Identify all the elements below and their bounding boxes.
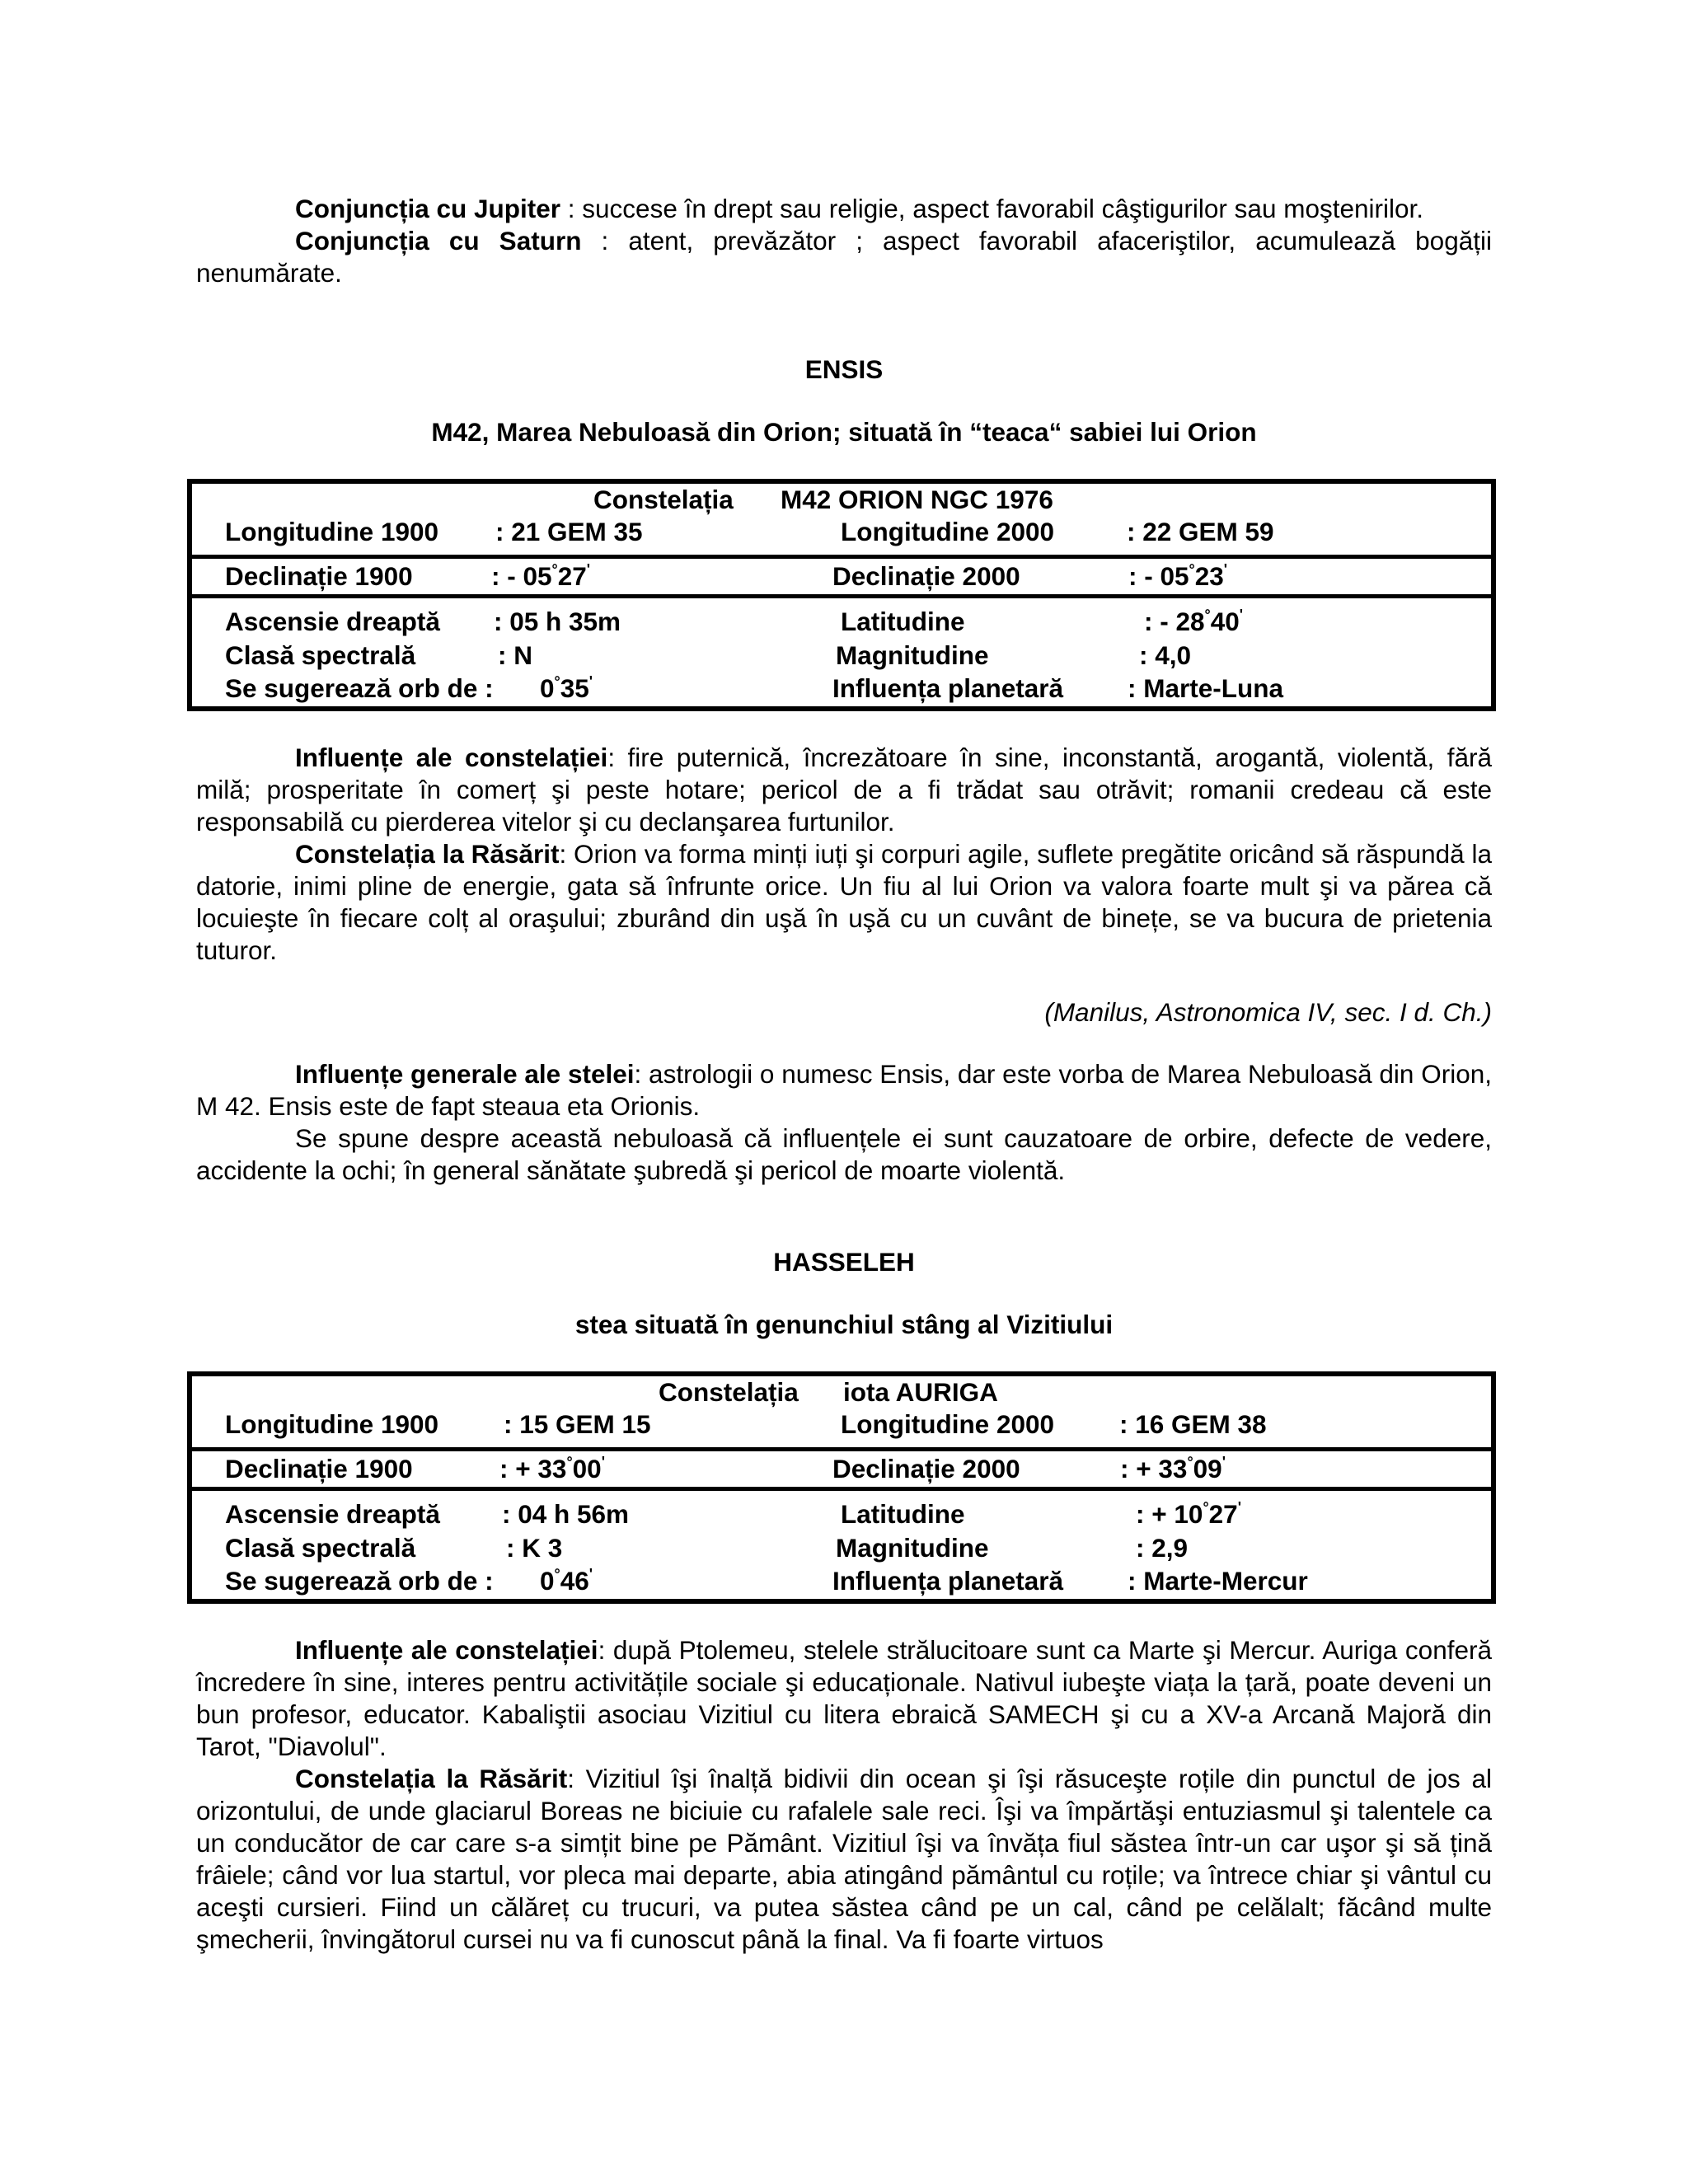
declination-2000-value: : - 05°23' <box>1128 561 1228 591</box>
star-data-table-hasseleh <box>187 1371 1496 1604</box>
page-content <box>196 193 1492 1956</box>
spectral-class-value: : K 3 <box>506 1533 563 1563</box>
constellation-label: Constelația <box>593 485 734 514</box>
constellation-value: M42 ORION NGC 1976 <box>781 485 1053 514</box>
paragraph-constellation-influences: Influențe ale constelației: fire puternică, încrezătoare în sine, inconstantă, arogantă, violentă, fără milă; prosperitate în comerț şi peste hotare; pericol de a fi trădat sau otrăvit; romanii credeau că este responsabilă cu pierderea vitelor şi cu declanşarea furtunilor. <box>196 743 1492 837</box>
section-title-ensis: ENSIS <box>804 354 884 384</box>
longitude-2000-label: Longitudine 2000 <box>841 517 1055 546</box>
declination-1900-value: : - 05°27' <box>491 561 591 591</box>
star-data-table-ensis <box>187 479 1496 711</box>
magnitude-label: Magnitudine <box>836 640 989 670</box>
latitude-value: : + 10°27' <box>1136 1499 1241 1529</box>
paragraph-auriga-rising: Constelația la Răsărit: Vizitiul îşi înalță bidivii din ocean şi îşi răsuceşte roțile din punctul de jos al orizontului, de unde glaciarul Boreas ne biciuie cu rafalele sale reci. Îşi va împărtăşi entuziasmul şi talentele ca un conducător de car care s-a simțit bine pe Pământ. Vizitiul îşi va învăța fiul săstea într-un car uşor şi să țină frâiele; când vor lua startul, vor pleca mai departe, abia atingând pământul cu roțile; va întrece chiar şi vântul cu aceşti cursieri. Fiind un călăreț cu trucuri, va putea săstea când pe un cal, când pe celălalt; făcând multe şmecherii, învingătorul cursei nu va fi cunoscut până la final. Va fi foarte virtuos <box>196 1764 1492 1954</box>
paragraph-auriga-influences: Influențe ale constelației: după Ptolemeu, stelele strălucitoare sunt ca Marte şi Mercur. Auriga conferă încredere în sine, interes pentru activitățile sociale şi educaționale. Nativul iubeşte viața la țară, poate deveni un bun profesor, educator. Kabaliştii asociau Vizitiul cu litera ebraică SAMECH şi cu a XV-a Arcană Majoră din Tarot, "Diavolul". <box>196 1635 1492 1761</box>
paragraph-saturn: Conjuncția cu Saturn : atent, prevăzător ; aspect favorabil afaceriştilor, acumulează bogății nenumărate. <box>196 226 1492 288</box>
declination-2000-label: Declinație 2000 <box>832 561 1020 591</box>
longitude-1900-label: Longitudine 1900 <box>225 1409 439 1439</box>
section-title-hasseleh: HASSELEH <box>773 1247 915 1277</box>
longitude-1900-value: : 21 GEM 35 <box>495 517 643 546</box>
orb-value: 0°35' <box>540 673 593 703</box>
longitude-1900-value: : 15 GEM 15 <box>504 1409 651 1439</box>
orb-label: Se sugerează orb de : <box>225 673 494 703</box>
orb-label: Se sugerează orb de : <box>225 1566 494 1596</box>
spectral-class-value: : N <box>498 640 532 670</box>
planetary-influence-value: : Marte-Mercur <box>1128 1566 1308 1596</box>
declination-1900-label: Declinație 1900 <box>225 561 413 591</box>
constellation-value: iota AURIGA <box>843 1377 998 1407</box>
section-subtitle-ensis: M42, Marea Nebuloasă din Orion; situată în “teaca“ sabiei lui Orion <box>431 417 1257 447</box>
spectral-class-label: Clasă spectrală <box>225 640 416 670</box>
latitude-label: Latitudine <box>841 607 965 636</box>
declination-2000-value: : + 33°09' <box>1120 1454 1226 1483</box>
orb-value: 0°46' <box>540 1566 593 1596</box>
magnitude-label: Magnitudine <box>836 1533 989 1563</box>
magnitude-value: : 2,9 <box>1136 1533 1189 1563</box>
right-ascension-value: : 05 h 35m <box>494 607 621 636</box>
right-ascension-label: Ascensie dreaptă <box>225 607 440 636</box>
latitude-value: : - 28°40' <box>1144 607 1244 636</box>
longitude-2000-value: : 16 GEM 38 <box>1119 1409 1267 1439</box>
longitude-2000-label: Longitudine 2000 <box>841 1409 1055 1439</box>
planetary-influence-label: Influența planetară <box>832 673 1064 703</box>
section-subtitle-hasseleh: stea situată în genunchiul stâng al Vizitiului <box>574 1310 1114 1339</box>
paragraph-general-influences: Influențe generale ale stelei: astrologii o numesc Ensis, dar este vorba de Marea Nebuloasă din Orion, M 42. Ensis este de fapt steaua eta Orionis. <box>196 1059 1492 1121</box>
paragraph-nebula-effects: Se spune despre această nebuloasă că influențele ei sunt cauzatoare de orbire, defecte de vedere, accidente la ochi; în general sănătate şubredă şi pericol de moarte violentă. <box>196 1123 1492 1185</box>
longitude-2000-value: : 22 GEM 59 <box>1127 517 1274 546</box>
declination-1900-value: : + 33°00' <box>499 1454 605 1483</box>
spectral-class-label: Clasă spectrală <box>225 1533 416 1563</box>
right-ascension-label: Ascensie dreaptă <box>225 1499 440 1529</box>
planetary-influence-value: : Marte-Luna <box>1128 673 1283 703</box>
paragraph-constellation-rising: Constelația la Răsărit: Orion va forma minți iuți şi corpuri agile, suflete pregătite oricând să răspundă la datorie, inimi pline de energie, gata să înfrunte orice. Un fiu al lui Orion va valora foarte mult şi va părea că locuieşte în fiecare colț al oraşului; zburând din uşă în uşă cu un cuvânt de binețe, se va bucura de prietenia tuturor. <box>196 839 1493 965</box>
right-ascension-value: : 04 h 56m <box>502 1499 630 1529</box>
latitude-label: Latitudine <box>841 1499 965 1529</box>
declination-2000-label: Declinație 2000 <box>832 1454 1020 1483</box>
citation: (Manilus, Astronomica IV, sec. I d. Ch.) <box>1044 997 1492 1027</box>
paragraph-jupiter: Conjuncția cu Jupiter : succese în drept sau religie, aspect favorabil câştigurilor sau moştenirilor. <box>295 194 1424 223</box>
magnitude-value: : 4,0 <box>1139 640 1192 670</box>
declination-1900-label: Declinație 1900 <box>225 1454 413 1483</box>
planetary-influence-label: Influența planetară <box>832 1566 1064 1596</box>
constellation-label: Constelația <box>659 1377 799 1407</box>
longitude-1900-label: Longitudine 1900 <box>225 517 439 546</box>
